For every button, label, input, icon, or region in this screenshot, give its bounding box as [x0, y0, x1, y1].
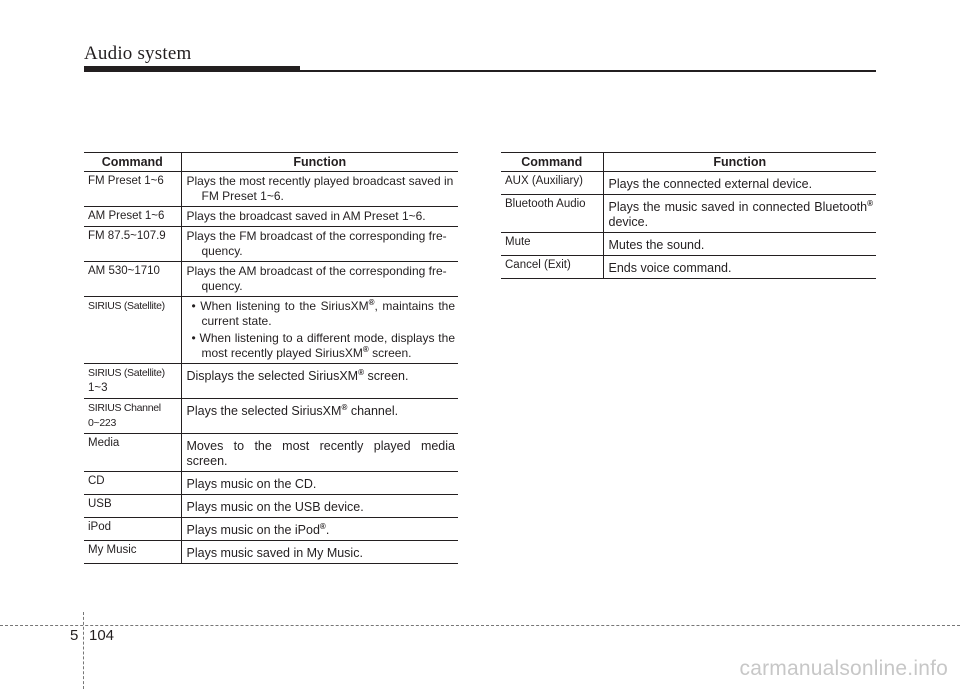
table-row: [84, 541, 458, 564]
watermark: carmanualsonline.info: [739, 657, 948, 680]
command-cell: Media: [84, 434, 181, 472]
command-text: SIRIUS (Satellite): [88, 300, 165, 312]
function-cell: Plays the broadcast saved in AM Preset 1~6.: [181, 207, 458, 227]
command-cell: [84, 399, 181, 434]
table-row: [84, 434, 458, 472]
column-header-function: Function: [181, 153, 458, 172]
table-header-row: [501, 153, 876, 172]
command-cell: My Music: [84, 541, 181, 564]
command-text: SIRIUS (Satellite): [88, 367, 165, 379]
function-cell: [181, 262, 458, 297]
footer-dashed-divider: [83, 612, 84, 689]
command-cell: CD: [84, 472, 181, 495]
table-row: [84, 495, 458, 518]
command-text-line2: 1~3: [88, 382, 108, 394]
function-cell: Plays music on the iPod®.: [181, 518, 458, 541]
command-cell: AM 530~1710: [84, 262, 181, 297]
function-text-continued: FM Preset 1~6.: [201, 189, 284, 203]
title-rule-thin: [300, 70, 876, 72]
table-row: [84, 227, 458, 262]
function-cell: [181, 172, 458, 207]
table-row: [501, 233, 876, 256]
table-header-row: [84, 153, 458, 172]
table-row: [501, 172, 876, 195]
table-row: [84, 399, 458, 434]
voice-command-table-right: [501, 152, 876, 279]
table-row: [84, 297, 458, 364]
function-cell: Plays the music saved in connected Bluetooth® device.: [603, 195, 876, 233]
bullet-item: • When listening to the SiriusXM®, maintains the current state.: [191, 298, 455, 328]
command-cell: [84, 364, 181, 399]
function-cell: Displays the selected SiriusXM® screen.: [181, 364, 458, 399]
command-cell: FM Preset 1~6: [84, 172, 181, 207]
command-text-line2: 0~223: [88, 417, 116, 429]
column-header-command: Command: [501, 153, 603, 172]
page-number: 104: [89, 627, 115, 644]
command-cell: Cancel (Exit): [501, 256, 603, 279]
command-cell: [84, 297, 181, 364]
command-cell: iPod: [84, 518, 181, 541]
function-cell: [181, 297, 458, 364]
table-row: [84, 207, 458, 227]
function-text-continued: quency.: [201, 279, 243, 293]
function-text: Plays the most recently played broadcast saved in: [186, 174, 454, 188]
command-text: SIRIUS Channel: [88, 402, 161, 414]
command-cell: Mute: [501, 233, 603, 256]
table-row: [501, 195, 876, 233]
command-cell: AM Preset 1~6: [84, 207, 181, 227]
section-title: Audio system: [84, 43, 192, 64]
table-row: [84, 472, 458, 495]
command-cell: Bluetooth Audio: [501, 195, 603, 233]
function-cell: Ends voice command.: [603, 256, 876, 279]
column-header-function: Function: [603, 153, 876, 172]
function-cell: Moves to the most recently played media screen.: [181, 434, 458, 472]
function-text-continued: quency.: [201, 244, 243, 258]
function-cell: Plays music on the CD.: [181, 472, 458, 495]
function-cell: Plays music saved in My Music.: [181, 541, 458, 564]
function-cell: Plays the selected SiriusXM® channel.: [181, 399, 458, 434]
command-cell: FM 87.5~107.9: [84, 227, 181, 262]
function-cell: Mutes the sound.: [603, 233, 876, 256]
function-cell: [181, 227, 458, 262]
table-row: [84, 364, 458, 399]
chapter-number: 5: [70, 627, 79, 644]
table-row: [84, 172, 458, 207]
function-cell: Plays the connected external device.: [603, 172, 876, 195]
function-text: Plays the FM broadcast of the corresponding fre-: [186, 229, 447, 243]
bullet-item: • When listening to a different mode, displays the most recently played SiriusXM® screen.: [191, 331, 455, 360]
voice-command-table-left: [84, 152, 458, 564]
command-cell: USB: [84, 495, 181, 518]
command-cell: AUX (Auxiliary): [501, 172, 603, 195]
function-cell: Plays music on the USB device.: [181, 495, 458, 518]
table-row: [84, 518, 458, 541]
column-header-command: Command: [84, 153, 181, 172]
function-text: Plays the AM broadcast of the corresponding fre-: [186, 264, 447, 278]
table-row: [84, 262, 458, 297]
footer-dashed-rule: [0, 625, 960, 626]
table-row: [501, 256, 876, 279]
title-rule-thick: [84, 66, 300, 72]
